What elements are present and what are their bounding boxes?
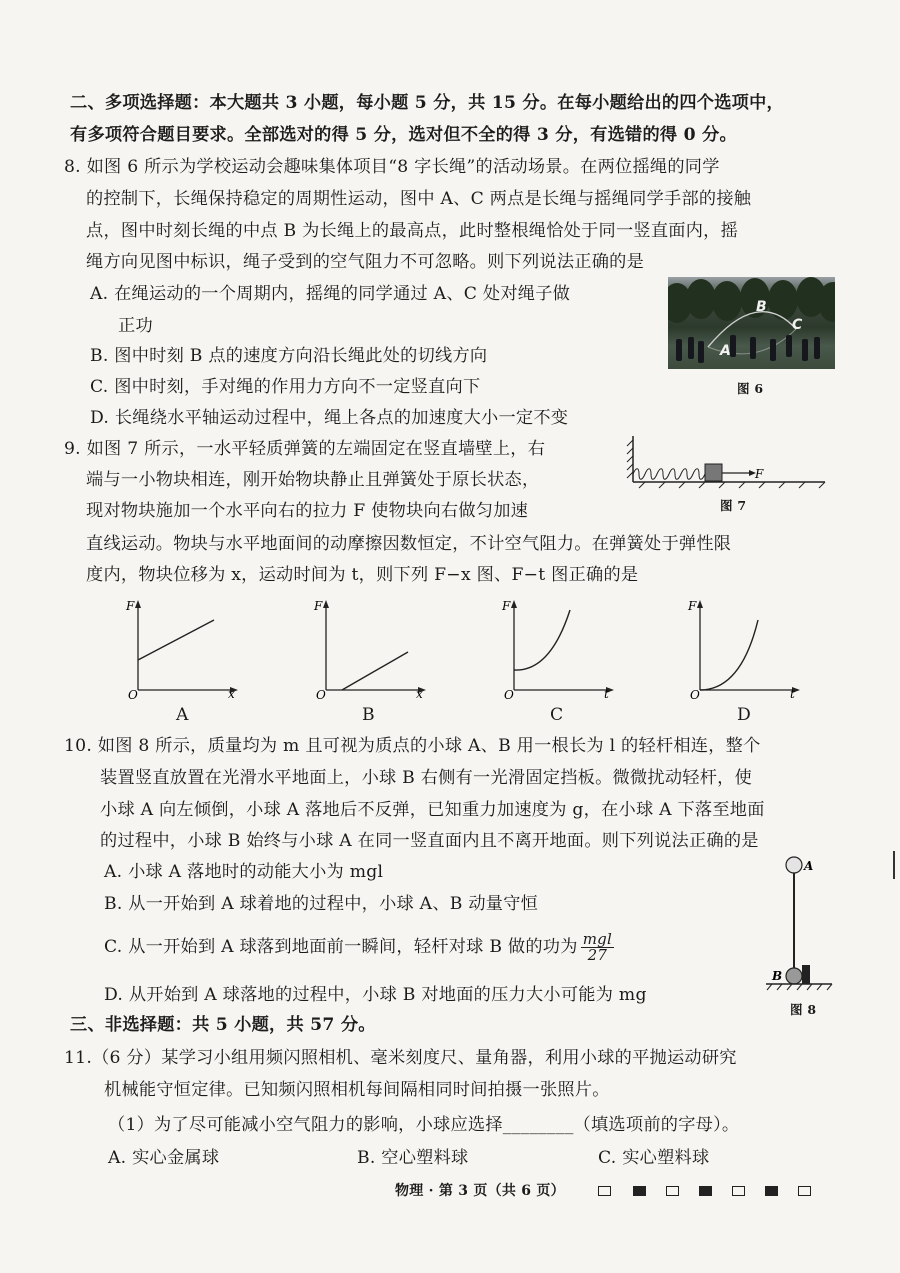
q10-stem-line3: 小球 A 向左倾倒，小球 A 落地后不反弹，已知重力加速度为 g，在小球 A 下落至地面	[100, 800, 765, 820]
q11-stem-line2: 机械能守恒定律。已知频闪照相机每间隔相同时间拍摄一张照片。	[104, 1080, 610, 1100]
q11-sub1: （1）为了尽可能减小空气阻力的影响，小球应选择________（填选项前的字母）。	[108, 1115, 740, 1135]
q11-option-a: A. 实心金属球	[108, 1148, 220, 1168]
q10-option-c-fraction	[581, 932, 614, 963]
q10-option-b: B. 从一开始到 A 球着地的过程中，小球 A、B 动量守恒	[104, 894, 539, 914]
q10-option-c	[104, 932, 614, 963]
footer-square	[598, 1186, 611, 1196]
graph-b-xlabel: x	[416, 687, 423, 701]
q10-stem-line2: 装置竖直放置在光滑水平地面上，小球 B 右侧有一光滑固定挡板。微微扰动轻杆，使	[100, 768, 753, 788]
graph-c	[500, 600, 620, 705]
fraction-numerator: mgl	[582, 930, 613, 948]
graph-a	[124, 600, 244, 705]
q8-option-b: B. 图中时刻 B 点的速度方向沿长绳此处的切线方向	[90, 346, 488, 366]
page-footer: 物理 · 第 3 页（共 6 页）	[395, 1183, 565, 1199]
footer-square	[765, 1186, 778, 1196]
block	[705, 464, 722, 481]
q8-option-d: D. 长绳绕水平轴运动过程中，绳上各点的加速度大小一定不变	[90, 408, 569, 428]
graph-a-ylabel: F	[126, 599, 135, 613]
section3-heading: 三、非选择题：共 5 小题，共 57 分。	[70, 1015, 376, 1035]
q9-stem-line1: 9. 如图 7 所示，一水平轻质弹簧的左端固定在竖直墙壁上，右	[64, 439, 546, 459]
q9-stem-line4: 直线运动。物块与水平地面间的动摩擦因数恒定，不计空气阻力。在弹簧处于弹性限	[86, 534, 732, 554]
q10-stem-line4: 的过程中，小球 B 始终与小球 A 在同一竖直面内且不离开地面。则下列说法正确的是	[100, 831, 759, 851]
graph-c-ylabel: F	[502, 599, 511, 613]
q8-stem-line2: 的控制下，长绳保持稳定的周期性运动，图中 A、C 两点是长绳与摇绳同学手部的接触	[86, 189, 752, 209]
figure8-label-a: A	[804, 859, 814, 873]
footer-square	[633, 1186, 646, 1196]
footer-square	[699, 1186, 712, 1196]
ball-b	[786, 968, 802, 984]
q8-stem-line3: 点，图中时刻长绳的中点 B 为长绳上的最高点，此时整根绳恰处于同一竖直面内，摇	[86, 221, 739, 241]
q10-option-d: D. 从开始到 A 球落地的过程中，小球 B 对地面的压力大小可能为 mg	[104, 985, 647, 1005]
footer-square	[798, 1186, 811, 1196]
force-label: F	[755, 467, 764, 481]
figure7-diagram	[625, 432, 835, 492]
graph-c-letter: C	[550, 705, 564, 725]
edge-mark	[893, 851, 895, 879]
figure8-label-b: B	[772, 969, 783, 983]
graph-b-ylabel: F	[314, 599, 323, 613]
graph-b-origin: O	[316, 688, 326, 702]
figure6-label-c: C	[792, 317, 803, 333]
q10-stem-line1: 10. 如图 8 所示，质量均为 m 且可视为质点的小球 A、B 用一根长为 l 的轻杆相连，整个	[64, 736, 761, 756]
fraction-denominator: 27	[587, 946, 608, 964]
q9-stem-line2: 端与一小物块相连，刚开始物块静止且弹簧处于原长状态，	[86, 470, 540, 490]
graph-d-origin: O	[690, 688, 700, 702]
graph-c-xlabel: t	[604, 687, 609, 701]
graph-c-curve	[514, 610, 570, 670]
graph-a-origin: O	[128, 688, 138, 702]
figure6-label-a: A	[720, 343, 731, 359]
q8-stem-line4: 绳方向见图中标识，绳子受到的空气阻力不可忽略。则下列说法正确的是	[86, 252, 645, 272]
q8-option-a-line1: A. 在绳运动的一个周期内，摇绳的同学通过 A、C 处对绳子做	[90, 284, 571, 304]
graph-d-ylabel: F	[688, 599, 697, 613]
graph-a-xlabel: x	[228, 687, 235, 701]
figure8-caption: 图 8	[790, 1002, 817, 1017]
graph-b	[312, 600, 432, 705]
q9-stem-line5: 度内，物块位移为 x，运动时间为 t，则下列 F−x 图、F−t 图正确的是	[86, 565, 639, 585]
figure6-caption: 图 6	[737, 381, 764, 396]
graph-d-curve	[700, 620, 758, 690]
q11-option-b: B. 空心塑料球	[357, 1148, 469, 1168]
graph-a-letter: A	[176, 705, 189, 725]
graph-d	[686, 600, 806, 705]
q8-option-a-line2: 正功	[118, 316, 153, 336]
q8-option-c: C. 图中时刻，手对绳的作用力方向不一定竖直向下	[90, 377, 481, 397]
q10-option-c-text: C. 从一开始到 A 球落到地面前一瞬间，轻杆对球 B 做的功为	[104, 936, 578, 957]
footer-square	[666, 1186, 679, 1196]
barrier	[802, 965, 810, 984]
graph-d-letter: D	[737, 705, 752, 725]
graph-d-xlabel: t	[790, 687, 795, 701]
figure6-label-b: B	[756, 299, 767, 315]
section2-heading-line1: 二、多项选择题：本大题共 3 小题，每小题 5 分，共 15 分。在每小题给出的四个选项中，	[70, 93, 784, 113]
figure8-diagram	[766, 852, 836, 1002]
graph-b-curve	[342, 652, 408, 690]
figure6-photo	[668, 277, 835, 369]
figure7-caption: 图 7	[720, 498, 747, 513]
q8-stem-line1: 8. 如图 6 所示为学校运动会趣味集体项目“8 字长绳”的活动场景。在两位摇绳的同学	[64, 157, 720, 177]
q10-option-a: A. 小球 A 落地时的动能大小为 mgl	[104, 862, 384, 882]
graph-b-letter: B	[362, 705, 375, 725]
ball-a	[786, 857, 802, 873]
footer-square	[732, 1186, 745, 1196]
graph-c-origin: O	[504, 688, 514, 702]
q9-stem-line3: 现对物块施加一个水平向右的拉力 F 使物块向右做匀加速	[86, 501, 529, 521]
section2-heading-line2: 有多项符合题目要求。全部选对的得 5 分，选对但不全的得 3 分，有选错的得 0 分。	[70, 125, 737, 145]
graph-a-curve	[138, 620, 214, 660]
q11-option-c: C. 实心塑料球	[598, 1148, 710, 1168]
spring	[633, 469, 705, 480]
q11-stem-line1: 11.（6 分）某学习小组用频闪照相机、毫米刻度尺、量角器，利用小球的平抛运动研究	[64, 1048, 737, 1068]
